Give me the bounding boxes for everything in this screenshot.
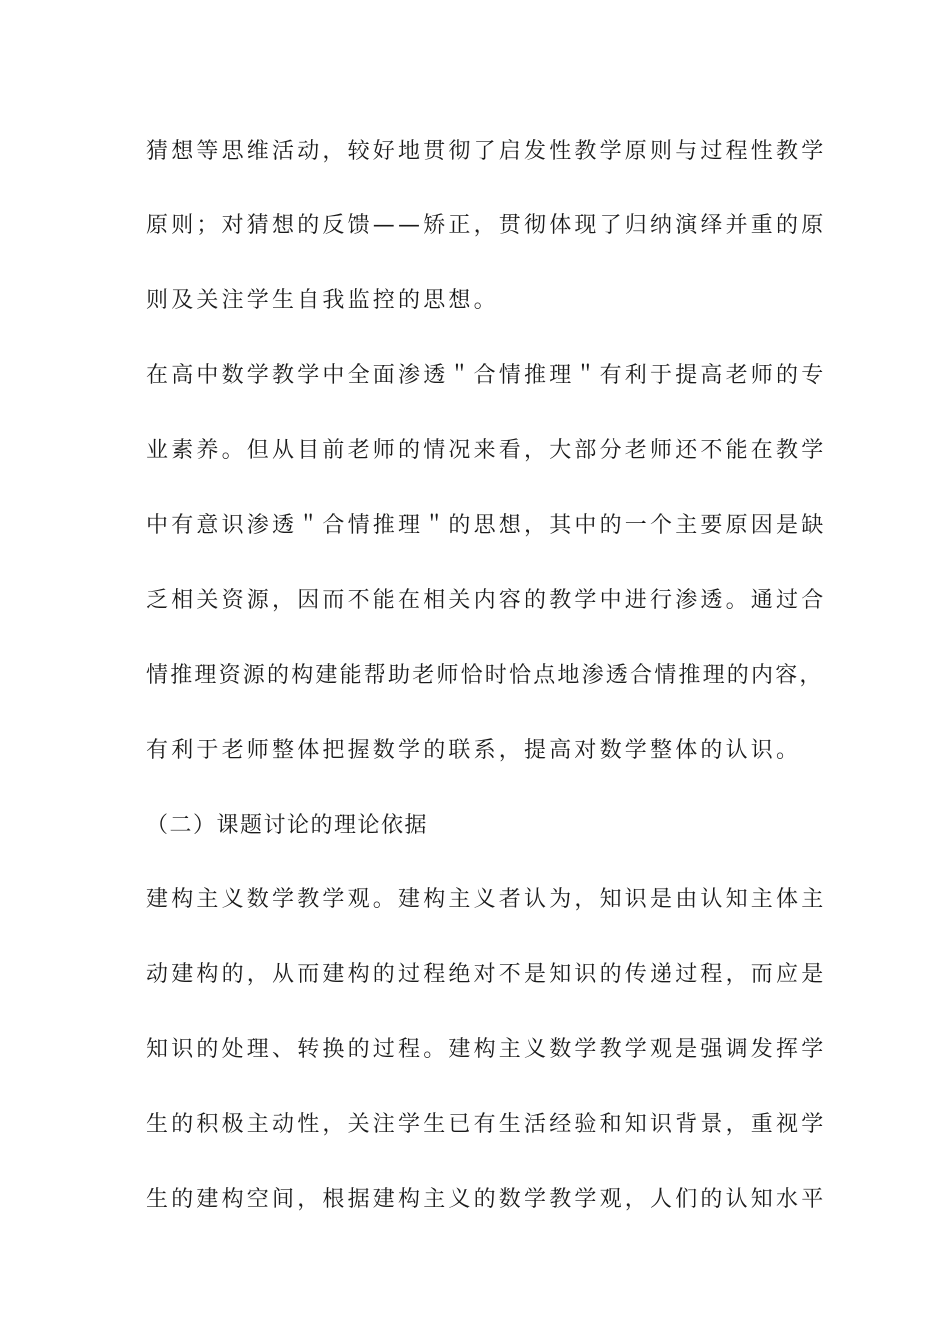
- text-line: 乏相关资源，因而不能在相关内容的教学中进行渗透。通过合: [146, 588, 827, 613]
- text-line: 动建构的，从而建构的过程绝对不是知识的传递过程，而应是: [146, 962, 827, 987]
- text-line: 情推理资源的构建能帮助老师恰时恰点地渗透合情推理的内容，: [146, 663, 824, 688]
- text-line: 有利于老师整体把握数学的联系，提高对数学整体的认识。: [146, 738, 802, 763]
- text-line: 猜想等思维活动，较好地贯彻了启发性教学原则与过程性教学: [146, 139, 827, 164]
- text-line: 生的积极主动性，关注学生已有生活经验和知识背景，重视学: [146, 1112, 827, 1137]
- text-line: 中有意识渗透＂合情推理＂的思想，其中的一个主要原因是缺: [146, 513, 827, 538]
- text-line: 在高中数学教学中全面渗透＂合情推理＂有利于提高老师的专: [146, 363, 827, 388]
- text-line: 则及关注学生自我监控的思想。: [146, 288, 499, 313]
- text-line: 知识的处理、转换的过程。建构主义数学教学观是强调发挥学: [146, 1037, 827, 1062]
- text-line: 建构主义数学教学观。建构主义者认为，知识是由认知主体主: [146, 887, 827, 912]
- text-line: 业素养。但从目前老师的情况来看，大部分老师还不能在教学: [146, 438, 827, 463]
- text-line: 生的建构空间，根据建构主义的数学教学观，人们的认知水平: [146, 1187, 827, 1212]
- section-heading: （二）课题讨论的理论依据: [146, 813, 429, 838]
- text-line: 原则；对猜想的反馈——矫正，贯彻体现了归纳演绎并重的原: [146, 213, 827, 238]
